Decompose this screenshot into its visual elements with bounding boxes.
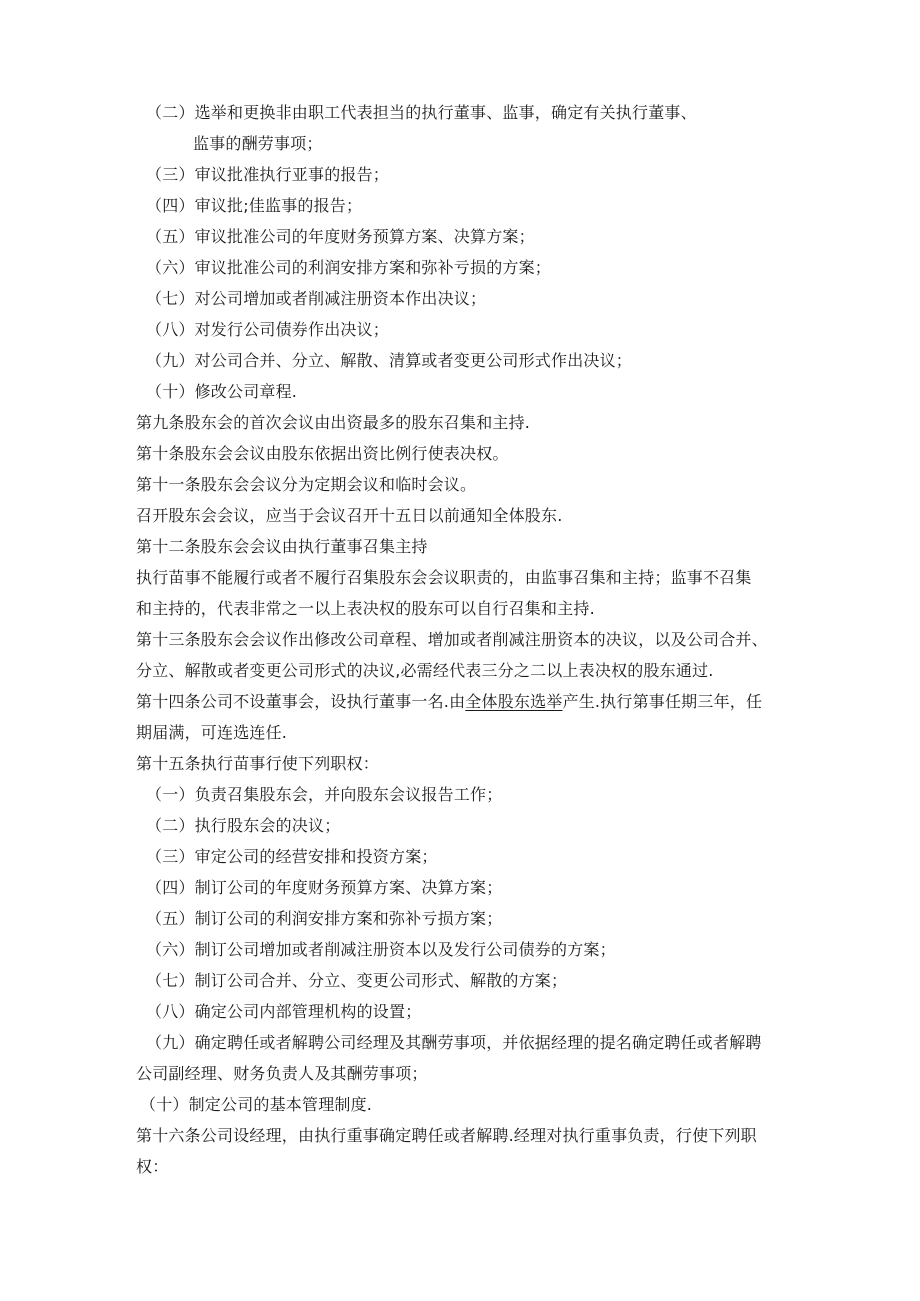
text-line-item-2-7: （七）对公司增加或者削减注册资本作出决议； <box>146 289 487 308</box>
text-line-article-12-cont-2: 和主持的，代表非常之一以上表决权的股东可以自行召集和主持. <box>136 599 595 618</box>
text-line-item-15-8: （八）确定公司内部管理机构的设置； <box>146 1002 422 1021</box>
text-line-article-15: 第十五条执行苗事行使下列职权： <box>136 754 380 773</box>
text-line-article-11: 第十一条股东会会议分为定期会议和临时会议。 <box>136 475 477 494</box>
text-line-article-9: 第九条股东会的首次会议由出资最多的股东召集和主持. <box>136 413 531 432</box>
text-line-item-15-9: （九）确定聘任或者解聘公司经理及其酬劳事项，并依据经理的提名确定聘任或者解聘 <box>146 1033 762 1052</box>
text-line-item-2-8: （八）对发行公司债券作出决议； <box>146 320 390 339</box>
text-line-article-12: 第十二条股东会会议由执行董事召集主持 <box>136 537 428 556</box>
underlined-phrase: 全体股东选举 <box>465 692 563 711</box>
text-line-item-2-2-cont: 监事的酬劳事项； <box>193 134 323 153</box>
text-line-article-13-cont: 分立、解散或者变更公司形式的决议,必需经代表三分之二以上表决权的股东通过. <box>136 661 714 680</box>
text-line-item-15-1: （一）负责召集股东会，并向股东会议报告工作； <box>146 785 503 804</box>
article-14-part-1: 第十四条公司不设董事会，设执行董事一名.由 <box>136 692 466 711</box>
text-line-item-15-5: （五）制订公司的利润安排方案和弥补亏损方案； <box>146 909 503 928</box>
text-line-item-15-7: （七）制订公司合并、分立、变更公司形式、解散的方案； <box>146 971 568 990</box>
text-line-article-10: 第十条股东会会议由股东依据出资比例行使表决权。 <box>136 444 509 463</box>
text-line-article-12-cont: 执行苗事不能履行或者不履行召集股东会会议职责的，由监事召集和主持；监事不召集 <box>136 568 752 587</box>
text-line-item-2-10: （十）修改公司章程. <box>146 382 298 401</box>
text-line-item-2-6: （六）审议批准公司的利润安排方案和弥补亏损的方案； <box>146 258 552 277</box>
text-line-item-15-3: （三）审定公司的经营安排和投资方案； <box>146 847 438 866</box>
text-line-article-14-cont: 期届满，可连选连任. <box>136 723 288 742</box>
text-line-item-15-10: （十）制定公司的基本管理制度. <box>140 1095 373 1114</box>
text-line-item-15-2: （二）执行股东会的决议； <box>146 816 341 835</box>
text-line-article-14 <box>136 691 762 713</box>
text-line-article-11-cont: 召开股东会会议，应当于会议召开十五日以前通知全体股东. <box>136 506 563 525</box>
text-line-item-15-9-cont: 公司副经理、财务负责人及其酬劳事项； <box>136 1064 428 1083</box>
text-line-item-2-3: （三）审议批准执行亚事的报告； <box>146 165 390 184</box>
text-line-item-2-2: （二）选举和更换非由职工代表担当的执行董事、监事，确定有关执行董事、 <box>146 103 697 122</box>
text-line-item-15-6: （六）制订公司增加或者削减注册资本以及发行公司债券的方案； <box>146 940 616 959</box>
article-14-part-2: 产生.执行第事任期三年，任 <box>562 692 763 711</box>
text-line-article-13: 第十三条股东会会议作出修改公司章程、增加或者削减注册资本的决议，以及公司合并、 <box>136 630 768 649</box>
text-line-item-15-4: （四）制订公司的年度财务预算方案、决算方案； <box>146 878 503 897</box>
text-line-item-2-9: （九）对公司合并、分立、解散、清算或者变更公司形式作出决议； <box>146 351 633 370</box>
text-line-item-2-4: （四）审议批;佳监事的报告； <box>146 196 363 215</box>
text-line-item-2-5: （五）审议批准公司的年度财务预算方案、决算方案； <box>146 227 535 246</box>
text-line-article-16-cont: 权： <box>136 1157 169 1176</box>
text-line-article-16: 第十六条公司设经理，由执行重事确定聘任或者解聘.经理对执行重事负责，行使下列职 <box>136 1126 757 1145</box>
